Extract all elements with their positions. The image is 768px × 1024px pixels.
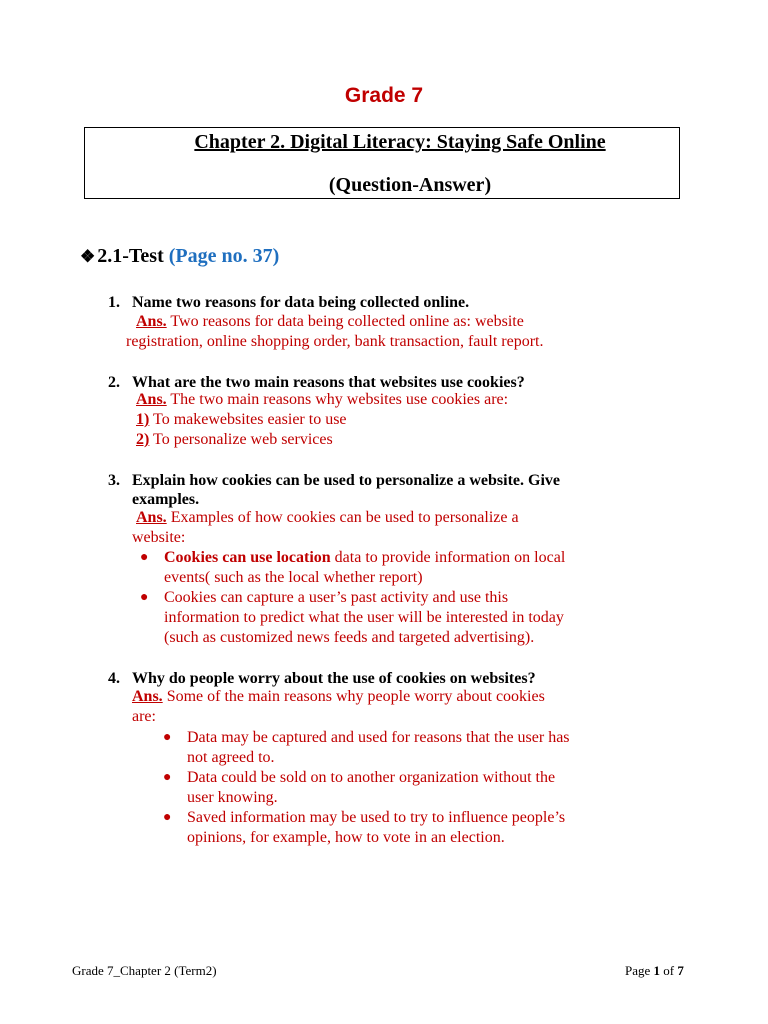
question-text: Why do people worry about the use of cookies on websites?	[132, 670, 536, 687]
answer-label: Ans.	[136, 509, 167, 526]
footer-page-number	[625, 963, 684, 979]
question-4	[108, 669, 628, 688]
item-text: To personalize web services	[149, 431, 333, 448]
answer-label: Ans.	[132, 688, 163, 705]
bullet-continuation: (such as customized news feeds and targeted advertising).	[164, 629, 535, 646]
bullet-dot-icon: ●	[163, 810, 172, 825]
answer-2-item-1	[136, 410, 347, 430]
item-text: To makewebsites easier to use	[149, 411, 347, 428]
bullet-item	[140, 548, 566, 568]
section-page-ref: (Page no. 37)	[168, 245, 280, 267]
chapter-subtitle: (Question-Answer)	[328, 174, 492, 196]
question-number: 1.	[108, 294, 120, 311]
bullet-text: Data may be captured and used for reasons that the user has	[187, 729, 570, 746]
bullet-text: Saved information may be used to try to influence people’s	[187, 809, 566, 826]
question-number: 4.	[108, 670, 120, 687]
of-word: of	[660, 963, 678, 978]
bullet-item	[163, 728, 570, 748]
answer-text: The two main reasons why websites use cookies are:	[166, 391, 509, 408]
answer-2-line-1	[136, 390, 508, 410]
answer-4-line-2: are:	[132, 708, 156, 725]
question-text: What are the two main reasons that websites use cookies?	[132, 374, 525, 391]
answer-3-line-1	[136, 508, 519, 528]
footer-doc-label: Grade 7_Chapter 2 (Term2)	[72, 963, 217, 978]
bullet-item	[163, 768, 556, 788]
question-number: 3.	[108, 472, 120, 489]
answer-text: Some of the main reasons why people worry about cookies	[162, 688, 545, 705]
total-pages: 7	[677, 963, 684, 978]
answer-2-item-2	[136, 430, 333, 450]
bullet-continuation: opinions, for example, how to vote in an election.	[187, 829, 505, 846]
question-text-line-1: Explain how cookies can be used to personalize a website. Give	[132, 472, 561, 489]
section-title: 2.1-Test	[97, 245, 164, 267]
current-page: 1	[653, 963, 661, 978]
bullet-dot-icon: ●	[140, 590, 149, 605]
answer-text: Two reasons for data being collected online as: website	[166, 313, 524, 330]
grade-title: Grade 7	[344, 84, 424, 107]
item-number: 2)	[136, 431, 150, 448]
question-1	[108, 293, 628, 312]
bullet-text: Cookies can capture a user’s past activity and use this	[164, 589, 509, 606]
bullet-continuation: user knowing.	[187, 789, 278, 806]
answer-text: Examples of how cookies can be used to personalize a	[166, 509, 519, 526]
bullet-bold-text: Cookies can use location	[164, 549, 331, 566]
bullet-continuation: information to predict what the user will be interested in today	[164, 609, 564, 626]
question-text: Name two reasons for data being collected online.	[132, 294, 470, 311]
diamond-bullet-icon: ❖	[80, 247, 96, 266]
bullet-dot-icon: ●	[140, 550, 149, 565]
answer-label: Ans.	[136, 313, 167, 330]
item-number: 1)	[136, 411, 150, 428]
section-heading	[80, 245, 279, 268]
bullet-dot-icon: ●	[163, 730, 172, 745]
page-word: Page	[625, 963, 654, 978]
question-number: 2.	[108, 374, 120, 391]
bullet-continuation: events( such as the local whether report)	[164, 569, 423, 586]
answer-label: Ans.	[136, 391, 167, 408]
bullet-item	[140, 588, 509, 608]
bullet-continuation: not agreed to.	[187, 749, 275, 766]
answer-4-line-1	[132, 687, 545, 707]
answer-3-line-2: website:	[132, 529, 186, 546]
chapter-title: Chapter 2. Digital Literacy: Staying Safe Online	[194, 131, 606, 153]
answer-1-line-1	[136, 312, 524, 332]
bullet-text: Data could be sold on to another organization without the	[187, 769, 556, 786]
answer-1-line-2: registration, online shopping order, bank transaction, fault report.	[126, 333, 544, 350]
bullet-item	[163, 808, 566, 828]
bullet-text: data to provide information on local	[330, 549, 566, 566]
bullet-dot-icon: ●	[163, 770, 172, 785]
question-3	[108, 471, 628, 509]
question-text-line-2: examples.	[132, 491, 200, 508]
